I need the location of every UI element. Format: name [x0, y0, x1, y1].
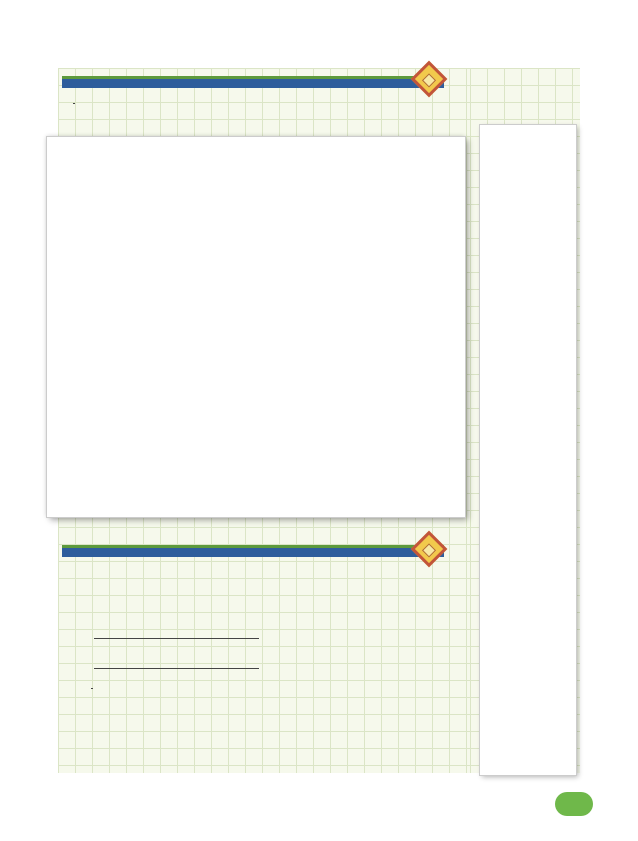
- instruction-fraction: [73, 103, 75, 104]
- number-lines-svg: [47, 137, 465, 517]
- vertical-number-line-panel: [480, 125, 576, 775]
- observe-instruction: [66, 573, 68, 575]
- question-c-fraction: [91, 688, 93, 689]
- answer-line-b[interactable]: [94, 658, 259, 669]
- number-lines-panel: [47, 137, 465, 517]
- question-b: [70, 658, 259, 669]
- vertical-number-line-svg: [480, 125, 576, 775]
- question-c: [70, 688, 93, 689]
- instruction-text: [68, 103, 80, 104]
- page-number: [555, 792, 593, 816]
- section-header-bar-top: [62, 76, 444, 88]
- section-header-bar-bottom: [62, 545, 444, 557]
- question-a: [70, 628, 259, 639]
- answer-line-a[interactable]: [94, 628, 259, 639]
